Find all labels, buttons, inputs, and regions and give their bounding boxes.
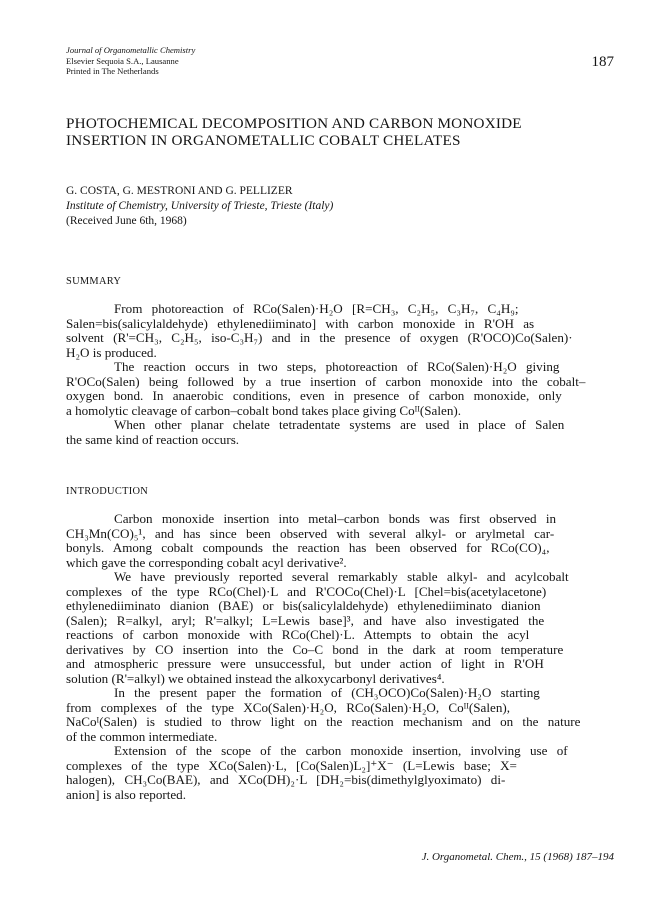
- text-line: In the present paper the formation of (CH₃OCO)Co(Salen)·H₂O starting: [114, 685, 540, 700]
- text-line: From photoreaction of RCo(Salen)·H₂O [R=CH₃, C₂H₅, C₃H₇, C₄H₉;: [114, 301, 519, 316]
- text-line: ethylenediiminato dianion (BAE) or bis(salicylaldehyde) ethylenediiminato dianion: [66, 598, 541, 613]
- text-line: the same kind of reaction occurs.: [66, 431, 240, 447]
- text-line: The reaction occurs in two steps, photoreaction of RCo(Salen)·H₂O giving: [114, 359, 560, 374]
- introduction-heading: INTRODUCTION: [66, 486, 149, 497]
- text-line: (Salen); R=alkyl, aryl; R'=alkyl; L=Lewis base]³, and have also investigated the: [66, 612, 545, 628]
- page-number: 187: [591, 54, 614, 70]
- introduction-text: [66, 512, 606, 802]
- text-line: H₂O is produced.: [66, 344, 157, 360]
- text-line: R'OCo(Salen) being followed by a true insertion of carbon monoxide into the cobalt–: [66, 373, 586, 389]
- text-line: complexes of the type RCo(Chel)·L and R'COCo(Chel)·L [Chel=bis(acetylacetone): [66, 583, 547, 599]
- text-line: solution (R'=alkyl) we obtained instead the alkoxycarbonyl derivatives⁴.: [66, 670, 445, 686]
- text-line: which gave the corresponding cobalt acyl derivative².: [66, 554, 347, 570]
- text-line: oxygen bond. In anaerobic conditions, even in presence of carbon monoxide, only: [66, 388, 562, 403]
- printed-in: Printed in The Netherlands: [66, 66, 159, 77]
- received-date: (Received June 6th, 1968): [66, 215, 187, 227]
- summary-text: [66, 302, 606, 447]
- journal-citation: J. Organometal. Chem., 15 (1968) 187–194: [421, 851, 614, 863]
- text-line: complexes of the type XCo(Salen)·L, [Co(Salen)L₂]⁺X⁻ (L=Lewis base; X=: [66, 757, 517, 773]
- title-line: INSERTION IN ORGANOMETALLIC COBALT CHELATES: [66, 132, 461, 149]
- text-line: reactions of carbon monoxide with RCo(Chel)·L. Attempts to obtain the acyl: [66, 627, 530, 642]
- summary-heading: SUMMARY: [66, 276, 122, 287]
- text-line: anion] is also reported.: [66, 786, 186, 802]
- text-line: Extension of the scope of the carbon monoxide insertion, involving use of: [114, 743, 568, 758]
- text-line: NaCoᴵ(Salen) is studied to throw light on the reaction mechanism and on the nature: [66, 714, 581, 729]
- text-line: bonyls. Among cobalt compounds the reaction has been observed for RCo(CO)₄,: [66, 540, 550, 555]
- text-line: from complexes of the type XCo(Salen)·H₂O, RCo(Salen)·H₂O, Coᴵᴵ(Salen),: [66, 699, 510, 715]
- text-line: derivatives by CO insertion into the Co–C bond in the dark at room temperature: [66, 641, 564, 657]
- text-line: and atmospheric pressure were unsuccessful, but under action of light in R'OH: [66, 656, 544, 671]
- affiliation: Institute of Chemistry, University of Trieste, Trieste (Italy): [66, 200, 334, 212]
- author-names: G. COSTA, G. MESTRONI AND G. PELLIZER: [66, 185, 293, 197]
- text-line: When other planar chelate tetradentate systems are used in place of Salen: [114, 417, 565, 432]
- author-block: [66, 184, 333, 229]
- journal-name: Journal of Organometallic Chemistry: [66, 45, 196, 55]
- text-line: solvent (R'=CH₃, C₂H₅, iso-C₃H₇) and in the presence of oxygen (R'OCO)Co(Salen)·: [66, 330, 573, 345]
- text-line: CH₃Mn(CO)₅¹, and has since been observed with several alkyl- or arylmetal car-: [66, 525, 555, 541]
- text-line: a homolytic cleavage of carbon–cobalt bond takes place giving Coᴵᴵ(Salen).: [66, 402, 461, 418]
- text-line: Salen=bis(salicylaldehyde) ethylenediiminato] with carbon monoxide in R'OH as: [66, 315, 535, 331]
- article-title: [66, 115, 626, 149]
- text-line: halogen), CH₃Co(BAE), and XCo(DH)₂·L [DH₂=bis(dimethylglyoximato) di-: [66, 772, 506, 787]
- text-line: of the common intermediate.: [66, 728, 218, 744]
- publisher: Elsevier Sequoia S.A., Lausanne: [66, 55, 179, 66]
- text-line: We have previously reported several remarkably stable alkyl- and acylcobalt: [114, 569, 569, 584]
- title-line: PHOTOCHEMICAL DECOMPOSITION AND CARBON MONOXIDE: [66, 115, 522, 132]
- journal-header: [66, 45, 195, 77]
- text-line: Carbon monoxide insertion into metal–carbon bonds was first observed in: [114, 511, 557, 526]
